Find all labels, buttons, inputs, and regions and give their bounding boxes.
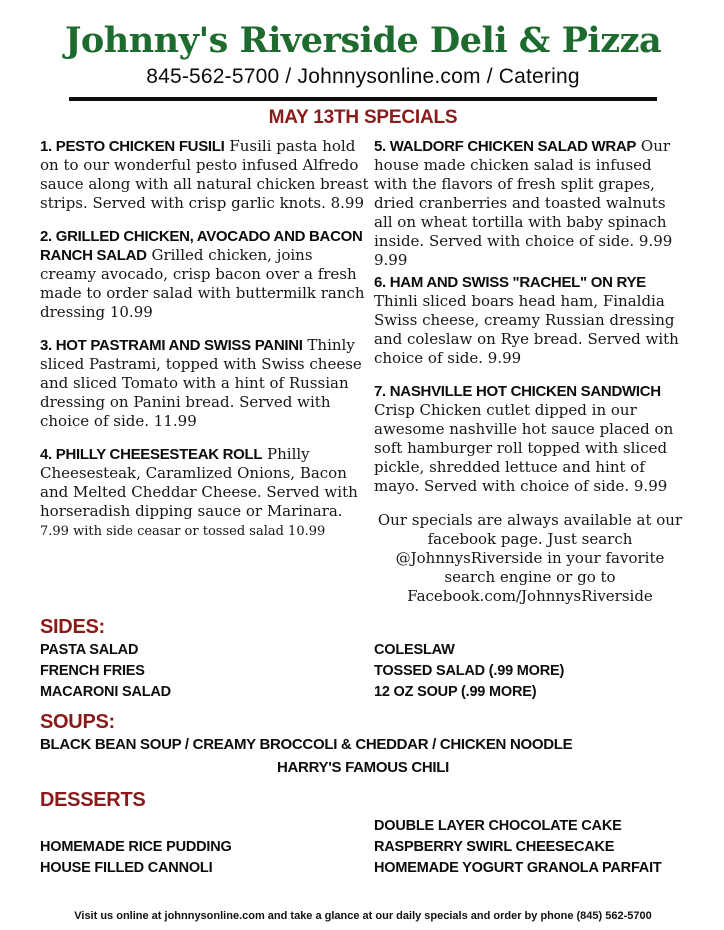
- side-item: PASTA SALAD: [40, 642, 139, 658]
- menu-item-6-name: 6. HAM AND SWISS "RACHEL" ON RYE: [374, 274, 646, 291]
- menu-item-2-description: Grilled chicken, joins creamy avocado, crisp bacon over a fresh made to order salad with buttermilk ranch dressing 10.99: [40, 246, 365, 321]
- side-item: COLESLAW: [374, 642, 455, 658]
- menu-item-6: [374, 273, 686, 368]
- menu-item-3: [40, 336, 372, 431]
- dessert-item: HOMEMADE RICE PUDDING: [40, 839, 232, 855]
- specials-left-column: [40, 137, 372, 606]
- footer-note: Visit us online at johnnysonline.com and take a glance at our daily specials and order by phone (845) 562-5700: [74, 910, 652, 922]
- menu-item-7-name: 7. NASHVILLE HOT CHICKEN SANDWICH: [374, 383, 661, 400]
- dessert-item: HOMEMADE YOGURT GRANOLA PARFAIT: [374, 860, 662, 876]
- desserts-left-column: [40, 816, 372, 879]
- dessert-item: RASPBERRY SWIRL CHEESECAKE: [374, 839, 615, 855]
- soups-list-line: BLACK BEAN SOUP / CREAMY BROCCOLI & CHEDDAR / CHICKEN NOODLE: [40, 736, 573, 753]
- menu-item-6-description: Thinli sliced boars head ham, Finaldia Swiss cheese, creamy Russian dressing and coleslaw on Rye bread. Served with choice of side. 9.99: [374, 292, 679, 367]
- desserts-section: [40, 789, 686, 879]
- menu-item-5-description: Our house made chicken salad is infused with the flavors of fresh split grapes, dried cranberries and toasted walnuts all on wheat tortilla with baby spinach inside. Served with choice of side. 9.99: [374, 137, 673, 250]
- side-item: 12 OZ SOUP (.99 MORE): [374, 684, 537, 700]
- soups-section: [40, 711, 686, 777]
- restaurant-title: Johnny's Riverside Deli & Pizza: [64, 20, 662, 61]
- menu-item-3-description: Thinly sliced Pastrami, topped with Swiss cheese and sliced Tomato with a hint of Russian dressing on Panini bread. Served with choice of side. 11.99: [40, 336, 362, 430]
- menu-item-1-name: 1. PESTO CHICKEN FUSILI: [40, 138, 225, 155]
- soups-chili-line: HARRY'S FAMOUS CHILI: [276, 759, 449, 776]
- menu-item-1: [40, 137, 372, 213]
- divider-rule: [69, 97, 657, 101]
- desserts-right-column: [374, 816, 686, 879]
- side-item: TOSSED SALAD (.99 MORE): [374, 663, 565, 679]
- sides-columns: [40, 640, 686, 703]
- menu-item-5: [374, 137, 686, 270]
- menu-item-4-description: Philly Cheesesteak, Caramlized Onions, Bacon and Melted Cheddar Cheese. Served with horseradish dipping sauce or Marinara.: [40, 445, 358, 520]
- facebook-note: Our specials are always available at our facebook page. Just search @JohnnysRiverside in your favorite search engine or go to Facebook.com/JohnnysRiverside: [377, 511, 683, 605]
- menu-item-4: [40, 445, 372, 541]
- specials-right-column: [374, 137, 686, 606]
- sides-heading: SIDES:: [40, 616, 105, 638]
- desserts-heading: DESSERTS: [40, 789, 146, 811]
- menu-item-7: [374, 382, 686, 496]
- dessert-item: HOUSE FILLED CANNOLI: [40, 860, 213, 876]
- sides-left-column: [40, 640, 372, 703]
- header: [40, 20, 686, 129]
- menu-item-1-description: Fusili pasta hold on to our wonderful pesto infused Alfredo sauce along with all natural chicken breast strips. Served with crisp garlic knots. 8.99: [40, 137, 369, 212]
- menu-item-5-name: 5. WALDORF CHICKEN SALAD WRAP: [374, 138, 637, 155]
- side-item: MACARONI SALAD: [40, 684, 171, 700]
- dessert-item: DOUBLE LAYER CHOCOLATE CAKE: [374, 818, 622, 834]
- menu-item-5-extra-price: 9.99: [374, 251, 408, 269]
- sides-right-column: [374, 640, 686, 703]
- menu-item-4-name: 4. PHILLY CHEESESTEAK ROLL: [40, 446, 263, 463]
- specials-section: [40, 137, 686, 606]
- specials-heading: MAY 13TH SPECIALS: [268, 107, 458, 128]
- menu-item-4-price-note: 7.99 with side ceasar or tossed salad 10.99: [40, 524, 326, 539]
- menu-item-3-name: 3. HOT PASTRAMI AND SWISS PANINI: [40, 337, 303, 354]
- side-item: FRENCH FRIES: [40, 663, 145, 679]
- contact-line: 845-562-5700 / Johnnysonline.com / Catering: [146, 65, 580, 88]
- menu-item-2: [40, 227, 372, 322]
- menu-item-7-description: Crisp Chicken cutlet dipped in our awesome nashville hot sauce placed on soft hamburger roll topped with sliced pickle, shredded lettuce and hint of mayo. Served with choice of side. 9.99: [374, 401, 674, 495]
- soups-heading: SOUPS:: [40, 711, 115, 733]
- sides-section: [40, 616, 686, 703]
- menu-item-2-name: 2. GRILLED CHICKEN, AVOCADO AND BACON RANCH SALAD: [40, 228, 363, 264]
- desserts-columns: [40, 816, 686, 879]
